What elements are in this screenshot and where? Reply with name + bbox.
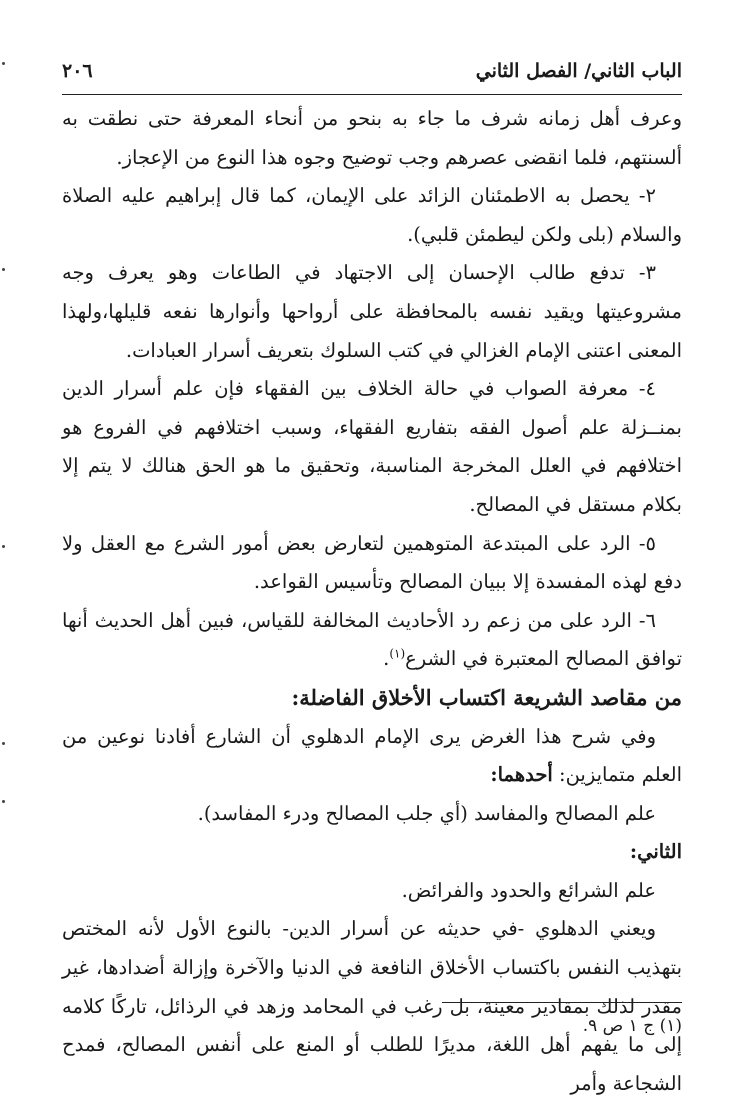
paragraph-9: علم الشرائع والحدود والفرائض. xyxy=(401,878,656,902)
chapter-title: الباب الثاني/ الفصل الثاني xyxy=(475,60,682,82)
paragraph-6-end: . xyxy=(383,647,390,671)
main-text xyxy=(62,100,682,1103)
scan-mark xyxy=(2,800,5,803)
paragraph-8: علم المصالح والمفاسد (أي جلب المصالح ودرء المفاسد). xyxy=(197,801,656,825)
paragraph-2: ٢- يحصل به الاطمئنان الزائد على الإيمان، كما قال إبراهيم عليه الصلاة والسلام (بلى ولكن ليطمئن قلبي). xyxy=(62,184,682,246)
scan-mark xyxy=(2,62,5,65)
section-heading: من مقاصد الشريعة اكتساب الأخلاق الفاضلة: xyxy=(291,684,682,710)
paragraph-1: وعرف أهل زمانه شرف ما جاء به بنحو من أنحاء المعرفة حتى نطقت به ألسنتهم، فلما انقضى عصرهم وجب توضيح وجوه هذا النوع من الإعجاز. xyxy=(62,107,682,169)
paragraph-4: ٤- معرفة الصواب في حالة الخلاف بين الفقهاء فإن علم أسرار الدين بمنــزلة علم أصول الفقه بتفاريع الفقهاء، وسبب اختلافهم في الفروع هو اختلافهم في العلل المخرجة المناسبة، وتحقيق ما هو الحق هنالك لا يتم إلا بكلام مستقل في المصالح. xyxy=(62,377,682,516)
footnote-reference[interactable]: (١) xyxy=(389,646,406,661)
running-header xyxy=(62,58,682,95)
footnote-separator xyxy=(442,1002,682,1003)
paragraph-5: ٥- الرد على المبتدعة المتوهمين لتعارض بعض أمور الشرع مع العقل ولا دفع لهذه المفسدة إلا ببيان المصالح وتأسيس القواعد. xyxy=(62,531,682,594)
scan-mark xyxy=(2,742,5,745)
paragraph-6-text: ٦- الرد على من زعم رد الأحاديث المخالفة للقياس، فبين أهل الحديث أنها توافق المصالح المعتبرة في الشرع xyxy=(62,608,682,671)
paragraph-7-text: وفي شرح هذا الغرض يرى الإمام الدهلوي أن الشارع أفادنا نوعين من العلم متمايزين: xyxy=(62,724,682,787)
paragraph-7 xyxy=(62,718,682,795)
scan-mark xyxy=(2,268,5,271)
footnote: (١) ج ١ ص ٩. xyxy=(582,1016,682,1036)
second-label: الثاني: xyxy=(629,840,682,864)
paragraph-10: ويعني الدهلوي -في حديثه عن أسرار الدين- بالنوع الأول لأنه المختص بتهذيب النفس باكتساب الأخلاق النافعة في الدنيا والآخرة وإزالة أضدادها، غير مقدر لذلك بمقادير معينة، بل رغب في المحامد وزهد في الرذائل، تاركًا كلامه إلى ما يفهم أهل اللغة، مديرًا للطلب أو المنع على أنفس المصالح، فمدح الشجاعة وأمر xyxy=(62,917,682,1095)
scan-mark xyxy=(2,545,5,548)
paragraph-6 xyxy=(62,602,682,679)
first-label: أحدهما: xyxy=(490,763,553,787)
page-number: ٢٠٦ xyxy=(62,60,93,82)
paragraph-3: ٣- تدفع طالب الإحسان إلى الاجتهاد في الطاعات وهو يعرف وجه مشروعيتها ويقيد نفسه بالمحافظة على أرواحها وأنوارها نفعه قليلها،ولهذا المعنى اعتنى الإمام الغزالي في كتب السلوك بتعريف أسرار العبادات. xyxy=(62,261,682,362)
